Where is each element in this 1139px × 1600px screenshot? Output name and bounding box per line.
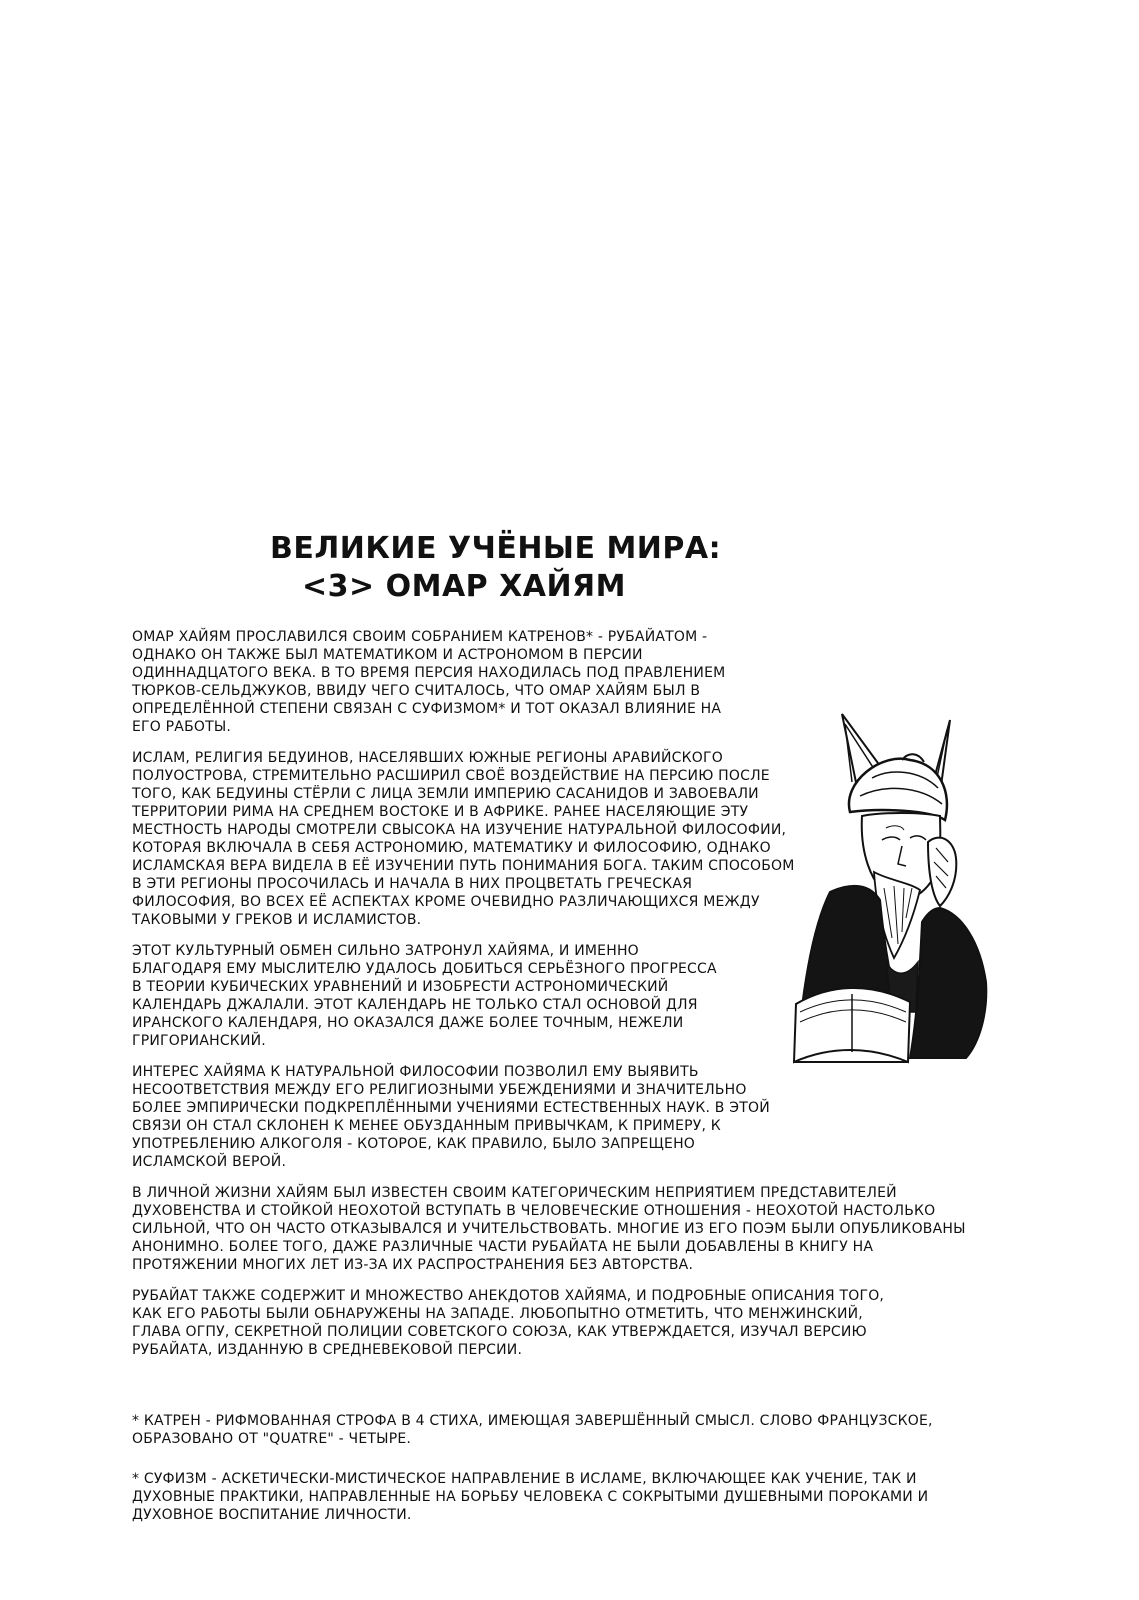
paragraph-intro: ОМАР ХАЙЯМ ПРОСЛАВИЛСЯ СВОИМ СОБРАНИЕМ КАТРЕНОВ* - РУБАЙАТОМ - ОДНАКО ОН ТАКЖЕ БЫЛ МАТЕМАТИКОМ И АСТРОНОМОМ В ПЕРСИИ ОДИННАДЦАТОГО ВЕКА. В ТО ВРЕМЯ ПЕРСИЯ НАХОДИЛАСЬ ПОД ПРАВЛЕНИЕМ ТЮРКОВ-СЕЛЬДЖУКОВ, ВВИДУ ЧЕГО СЧИТАЛОСЬ, ЧТО ОМАР ХАЙЯМ БЫЛ В ОПРЕДЕЛЁННОЙ СТЕПЕНИ СВЯЗАН С СУФИЗМОМ* И ТОТ ОКАЗАЛ ВЛИЯНИЕ НА ЕГО РАБОТЫ. xyxy=(132,629,726,735)
paragraph-rubaiyat: РУБАЙАТ ТАКЖЕ СОДЕРЖИТ И МНОЖЕСТВО АНЕКДОТОВ ХАЙЯМА, И ПОДРОБНЫЕ ОПИСАНИЯ ТОГО, КАК ЕГО РАБОТЫ БЫЛИ ОБНАРУЖЕНЫ НА ЗАПАДЕ. ЛЮБОПЫТНО ОТМЕТИТЬ, ЧТО МЕНЖИНСКИЙ, ГЛАВА ОГПУ, СЕКРЕТНОЙ ПОЛИЦИИ СОВЕТСКОГО СОЮЗА, КАК УТВЕРЖДАЕТСЯ, ИЗУЧАЛ ВЕРСИЮ РУБАЙАТА, ИЗДАННУЮ В СРЕДНЕВЕКОВОЙ ПЕРСИИ. xyxy=(132,1288,885,1358)
paragraph-personal-life: В ЛИЧНОЙ ЖИЗНИ ХАЙЯМ БЫЛ ИЗВЕСТЕН СВОИМ КАТЕГОРИЧЕСКИМ НЕПРИЯТИЕМ ПРЕДСТАВИТЕЛЕЙ ДУХОВЕНСТВА И СТОЙКОЙ НЕОХОТОЙ ВСТУПАТЬ В ЧЕЛОВЕЧЕСКИЕ ОТНОШЕНИЯ - НЕОХОТОЙ НАСТОЛЬКО СИЛЬНОЙ, ЧТО ОН ЧАСТО ОТКАЗЫВАЛСЯ И УЧИТЕЛЬСТВОВАТЬ. МНОГИЕ ИЗ ЕГО ПОЭМ БЫЛИ ОПУБЛИКОВАНЫ АНОНИМНО. БОЛЕЕ ТОГО, ДАЖЕ РАЗЛИЧНЫЕ ЧАСТИ РУБАЙАТА НЕ БЫЛИ ДОБАВЛЕНЫ В КНИГУ НА ПРОТЯЖЕНИИ МНОГИХ ЛЕТ ИЗ-ЗА ИХ РАСПРОСТРАНЕНИЯ БЕЗ АВТОРСТВА. xyxy=(132,1185,966,1273)
paragraph-calendar: ЭТОТ КУЛЬТУРНЫЙ ОБМЕН СИЛЬНО ЗАТРОНУЛ ХАЙЯМА, И ИМЕННО БЛАГОДАРЯ ЕМУ МЫСЛИТЕЛЮ УДАЛОСЬ ДОБИТЬСЯ СЕРЬЁЗНОГО ПРОГРЕССА В ТЕОРИИ КУБИЧЕСКИХ УРАВНЕНИЙ И ИЗОБРЕСТИ АСТРОНОМИЧЕСКИЙ КАЛЕНДАРЬ ДЖАЛАЛИ. ЭТОТ КАЛЕНДАРЬ НЕ ТОЛЬКО СТАЛ ОСНОВОЙ ДЛЯ ИРАНСКОГО КАЛЕНДАРЯ, НО ОКАЗАЛСЯ ДАЖЕ БОЛЕЕ ТОЧНЫМ, НЕЖЕЛИ ГРИГОРИАНСКИЙ. xyxy=(132,943,717,1049)
title-line-1: ВЕЛИКИЕ УЧЁНЫЕ МИРА: xyxy=(270,531,722,566)
page-title xyxy=(270,530,870,606)
paragraph-natural-philosophy: ИНТЕРЕС ХАЙЯМА К НАТУРАЛЬНОЙ ФИЛОСОФИИ ПОЗВОЛИЛ ЕМУ ВЫЯВИТЬ НЕСООТВЕТСТВИЯ МЕЖДУ ЕГО РЕЛИГИОЗНЫМИ УБЕЖДЕНИЯМИ И ЗНАЧИТЕЛЬНО БОЛЕЕ ЭМПИРИЧЕСКИ ПОДКРЕПЛЁННЫМИ УЧЕНИЯМИ ЕСТЕСТВЕННЫХ НАУК. В ЭТОЙ СВЯЗИ ОН СТАЛ СКЛОНЕН К МЕНЕЕ ОБУЗДАННЫМ ПРИВЫЧКАМ, К ПРИМЕРУ, К УПОТРЕБЛЕНИЮ АЛКОГОЛЯ - КОТОРОЕ, КАК ПРАВИЛО, БЫЛО ЗАПРЕЩЕНО ИСЛАМСКОЙ ВЕРОЙ. xyxy=(132,1064,770,1170)
title-line-2: <3> ОМАР ХАЙЯМ xyxy=(302,569,627,604)
paragraph-islam: ИСЛАМ, РЕЛИГИЯ БЕДУИНОВ, НАСЕЛЯВШИХ ЮЖНЫЕ РЕГИОНЫ АРАВИЙСКОГО ПОЛУОСТРОВА, СТРЕМИТЕЛЬНО РАСШИРИЛ СВОЁ ВОЗДЕЙСТВИЕ НА ПЕРСИЮ ПОСЛЕ ТОГО, КАК БЕДУИНЫ СТЁРЛИ С ЛИЦА ЗЕМЛИ ИМПЕРИЮ САСАНИДОВ И ЗАВОЕВАЛИ ТЕРРИТОРИИ РИМА НА СРЕДНЕМ ВОСТОКЕ И В АФРИКЕ. РАНЕЕ НАСЕЛЯЮЩИЕ ЭТУ МЕСТНОСТЬ НАРОДЫ СМОТРЕЛИ СВЫСОКА НА ИЗУЧЕНИЕ НАТУРАЛЬНОЙ ФИЛОСОФИИ, КОТОРАЯ ВКЛЮЧАЛА В СЕБЯ АСТРОНОМИЮ, МАТЕМАТИКУ И ФИЛОСОФИЮ, ОДНАКО ИСЛАМСКАЯ ВЕРА ВИДЕЛА В ЕЁ ИЗУЧЕНИИ ПУТЬ ПОНИМАНИЯ БОГА. ТАКИМ СПОСОБОМ В ЭТИ РЕГИОНЫ ПРОСОЧИЛАСЬ И НАЧАЛА В НИХ ПРОЦВЕТАТЬ ГРЕЧЕСКАЯ ФИЛОСОФИЯ, ВО ВСЕХ ЕЁ АСПЕКТАХ КРОМЕ ОЧЕВИДНО РАЗЛИЧАЮЩИХСЯ МЕЖДУ ТАКОВЫМИ У ГРЕКОВ И ИСЛАМИСТОВ. xyxy=(132,750,795,928)
omar-khayyam-illustration xyxy=(790,712,990,1064)
hand xyxy=(928,838,956,906)
footnote-quatrain: * КАТРЕН - РИФМОВАННАЯ СТРОФА В 4 СТИХА, ИМЕЮЩАЯ ЗАВЕРШЁННЫЙ СМЫСЛ. СЛОВО ФРАНЦУЗСКОЕ, ОБРАЗОВАНО ОТ "QUATRE" - ЧЕТЫРЕ. xyxy=(132,1413,933,1447)
footnote-sufism: * СУФИЗМ - АСКЕТИЧЕСКИ-МИСТИЧЕСКОЕ НАПРАВЛЕНИЕ В ИСЛАМЕ, ВКЛЮЧАЮЩЕЕ КАК УЧЕНИЕ, ТАК И ДУХОВНЫЕ ПРАКТИКИ, НАПРАВЛЕННЫЕ НА БОРЬБУ ЧЕЛОВЕКА С СОКРЫТЫМИ ДУШЕВНЫМИ ПОРОКАМИ И ДУХОВНОЕ ВОСПИТАНИЕ ЛИЧНОСТИ. xyxy=(132,1471,929,1523)
footnotes xyxy=(132,1412,992,1546)
